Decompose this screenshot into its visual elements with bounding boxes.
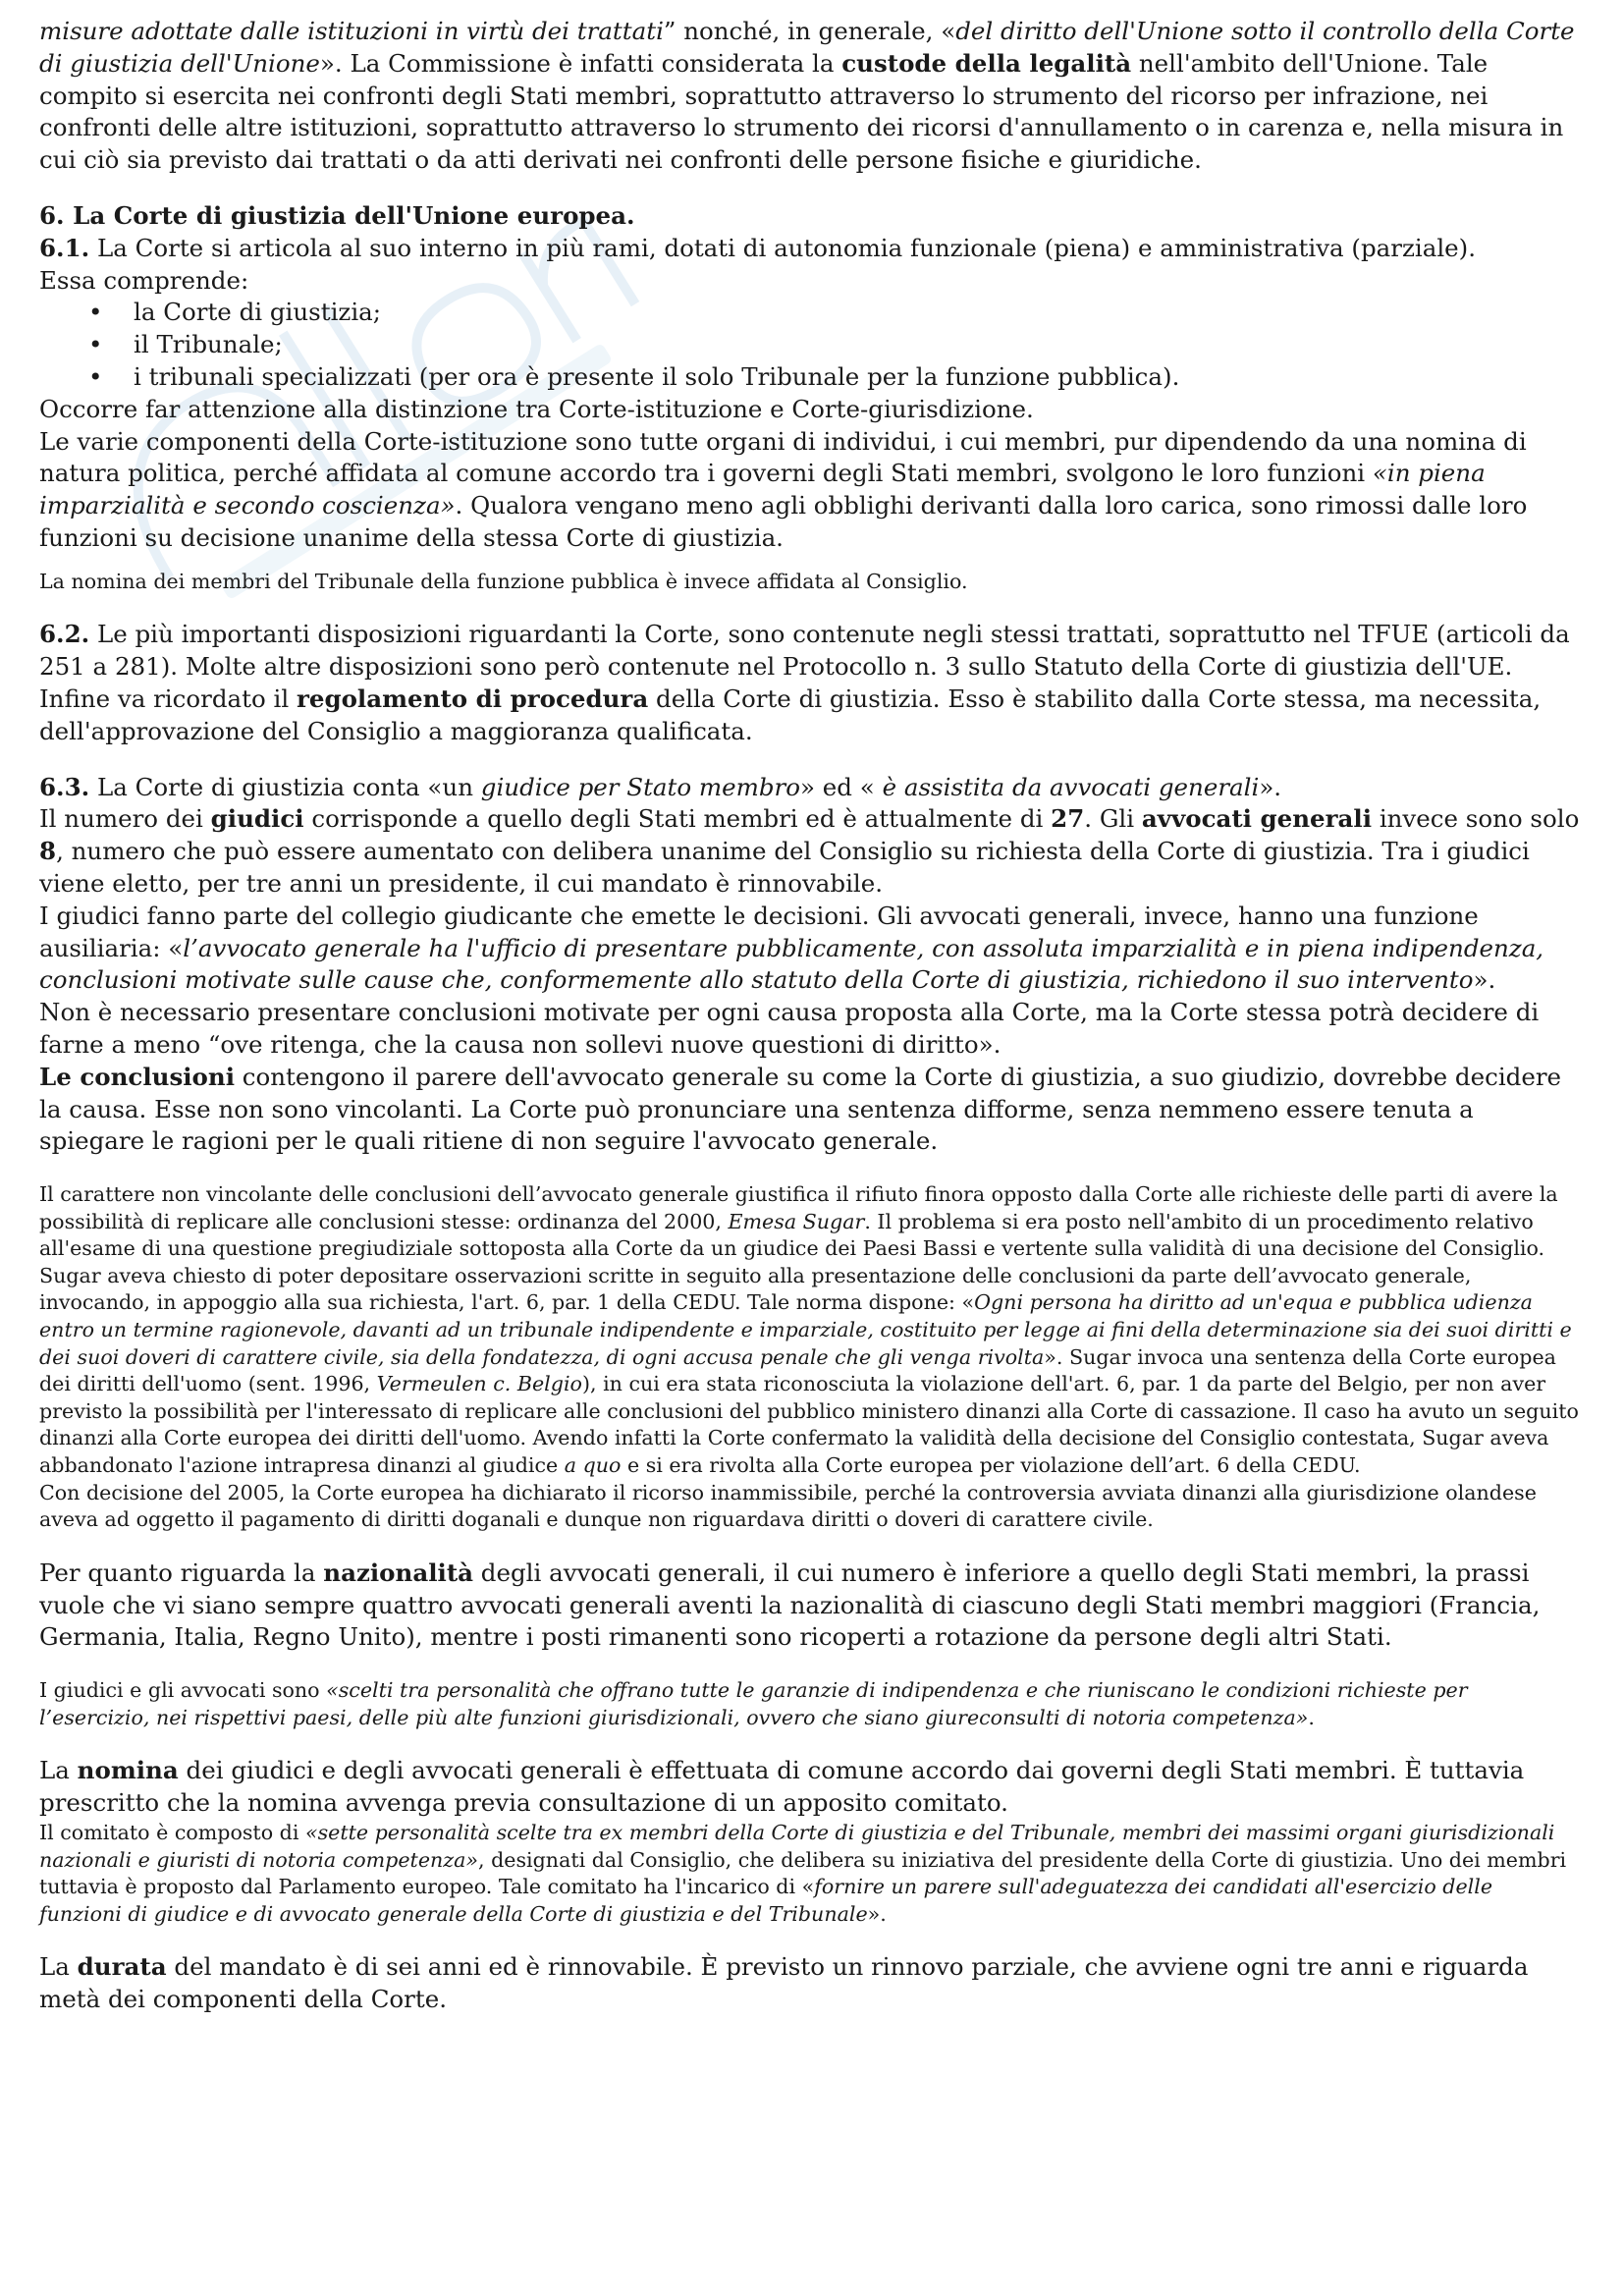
note-scelti: I giudici e gli avvocati sono «scelti tra personalità che offrano tutte le garanzie di indipendenza e che riuniscano le condizioni richieste per l’esercizio, nei rispettivi paesi, delle più alte funzioni giurisdizionali, ovvero che siano giureconsulti di notoria competenza». xyxy=(39,1678,1468,1729)
para-6-1: 6.1. La Corte si articola al suo interno in più rami, dotati di autonomia funzionale (piena) e amministrativa (parziale). xyxy=(39,233,1477,262)
para-comprende: Essa comprende: xyxy=(39,265,249,295)
list-item: • il Tribunale; xyxy=(39,329,1581,361)
para-distinzione: Occorre far attenzione alla distinzione tra Corte-istituzione e Corte-giurisdizione. xyxy=(39,394,1034,423)
para-conclusioni: Le conclusioni contengono il parere dell'avvocato generale su come la Corte di giustizia, a suo giudizio, dovrebbe decidere la causa. Esse non sono vincolanti. La Corte può pronunciare una sentenza difforme, senza nemmeno essere tenuta a spiegare le ragioni per le quali ritiene di non seguire l'avvocato generale. xyxy=(39,1062,1562,1156)
note-comitato: Il comitato è composto di «sette personalità scelte tra ex membri della Corte di giustizia e del Tribunale, membri dei massimi organi giurisdizionali nazionali e giuristi di notoria competenza», designati dal Consiglio, che delibera su iniziativa del presidente della Corte di giustizia. Uno dei membri tuttavia è proposto dal Parlamento europeo. Tale comitato ha l'incarico di «fornire un parere sull'adeguatezza dei candidati all'esercizio delle funzioni di giudice e di avvocato generale della Corte di giustizia e del Tribunale». xyxy=(39,1820,1567,1926)
para-numero-giudici: Il numero dei giudici corrisponde a quello degli Stati membri ed è attualmente di 27. Gli avvocati generali invece sono solo 8, numero che può essere aumentato con delibera unanime del Consiglio su richiesta della Corte di giustizia. Tra i giudici viene eletto, per tre anni un presidente, il cui mandato è rinnovabile. xyxy=(39,804,1580,898)
para-componenti: Le varie componenti della Corte-istituzione sono tutte organi di individui, i cui membri, pur dipendendo da una nomina di natura politica, perché affidata al comune accordo tra i governi degli Stati membri, svolgono le loro funzioni «in piena imparzialità e secondo coscienza». Qualora vengano meno agli obblighi derivanti dalla loro carica, sono rimossi dalle loro funzioni su decisione unanime della stessa Corte di giustizia. xyxy=(39,426,1528,552)
note-emesa-sugar xyxy=(39,1181,1581,1534)
list-item: • la Corte di giustizia; xyxy=(39,297,1581,329)
para-durata: La durata del mandato è di sei anni ed è rinnovabile. È previsto un rinnovo parziale, che avviene ogni tre anni e riguarda metà dei componenti della Corte. xyxy=(39,1952,1529,2014)
para-conclusioni-motivate: Non è necessario presentare conclusioni motivate per ogni causa proposta alla Corte, ma la Corte stessa potrà decidere di farne a meno “ove ritenga, che la causa non sollevi nuove questioni di diritto». xyxy=(39,998,1540,1059)
para-6-2: 6.2. Le più importanti disposizioni riguardanti la Corte, sono contenute negli stessi trattati, soprattutto nel TFUE (articoli da 251 a 281). Molte altre disposizioni sono però contenute nel Protocollo n. 3 sullo Statuto della Corte di giustizia dell'UE. xyxy=(39,620,1570,682)
para-nomina: La nomina dei giudici e degli avvocati generali è effettuata di comune accordo dai governi degli Stati membri. È tuttavia prescritto che la nomina avvenga previa consultazione di un apposito comitato. xyxy=(39,1756,1525,1818)
note-emesa-sugar-text: Il carattere non vincolante delle conclusioni dell’avvocato generale giustifica il rifiuto finora opposto dalla Corte alle richieste delle parti di avere la possibilità di replicare alle conclusioni stesse: ordinanza del 2000, Emesa Sugar. Il problema si era posto nell'ambito di un procedimento relativo all'esame di una questione pregiudiziale sottoposta alla Corte da un giudice dei Paesi Bassi e vertente sulla validità di una decisione del Consiglio. Sugar aveva chiesto di poter depositare osservazioni scritte in seguito alla presentazione delle conclusioni da parte dell’avvocato generale, invocando, in appoggio alla sua richiesta, l'art. 6, par. 1 della CEDU. Tale norma dispone: «Ogni persona ha diritto ad un'equa e pubblica udienza entro un termine ragionevole, davanti ad un tribunale indipendente e imparziale, costituito per legge ai fini della determinazione sia dei suoi diritti e dei suoi doveri di carattere civile, sia della fondatezza, di ogni accusa penale che gli venga rivolta». Sugar invoca una sentenza della Corte europea dei diritti dell'uomo (sent. 1996, Vermeulen c. Belgio), in cui era stata riconosciuta la violazione dell'art. 6, par. 1 da parte del Belgio, per non aver previsto la possibilità per l'interessato di replicare alle conclusioni del pubblico ministero dinanzi alla Corte di cassazione. Il caso ha avuto un seguito dinanzi alla Corte europea dei diritti dell'uomo. Avendo infatti la Corte confermato la validità della decisione del Consiglio contestata, Sugar aveva abbandonato l'azione intrapresa dinanzi al giudice a quo e si era rivolta alla Corte europea per violazione dell’art. 6 della CEDU. xyxy=(39,1182,1579,1478)
intro-paragraph: misure adottate dalle istituzioni in virtù dei trattati” nonché, in generale, «del diritto dell'Unione sotto il controllo della Corte di giustizia dell'Unione». La Commissione è infatti considerata la custode della legalità nell'ambito dell'Unione. Tale compito si esercita nei confronti degli Stati membri, soprattutto attraverso lo strumento del ricorso per infrazione, nei confronti delle altre istituzioni, soprattutto attraverso lo strumento dei ricorsi d'annullamento o in carenza e, nella misura in cui ciò sia previsto dai trattati o da atti derivati nei confronti delle persone fisiche e giuridiche. xyxy=(39,17,1575,175)
bullet-list xyxy=(39,297,1581,393)
para-6-3: 6.3. La Corte di giustizia conta «un giudice per Stato membro» ed « è assistita da avvocati generali». xyxy=(39,772,1282,801)
para-nazionalita: Per quanto riguarda la nazionalità degli avvocati generali, il cui numero è inferiore a quello degli Stati membri, la prassi vuole che vi siano sempre quattro avvocati generali aventi la nazionalità di ciascuno degli Stati membri maggiori (Francia, Germania, Italia, Regno Unito), mentre i posti rimanenti sono ricoperti a rotazione da persone degli altri Stati. xyxy=(39,1558,1541,1652)
section-heading: 6. La Corte di giustizia dell'Unione europea. xyxy=(39,200,635,230)
note-decisione-2005: Con decisione del 2005, la Corte europea ha dichiarato il ricorso inammissibile, perché la controversia avviata dinanzi alla giurisdizione olandese aveva ad oggetto il pagamento di diritti doganali e dunque non riguardava diritti o doveri di carattere civile. xyxy=(39,1480,1537,1532)
list-item: • i tribunali specializzati (per ora è presente il solo Tribunale per la funzione pubblica). xyxy=(39,361,1581,394)
para-collegio: I giudici fanno parte del collegio giudicante che emette le decisioni. Gli avvocati generali, invece, hanno una funzione ausiliaria: «l’avvocato generale ha l'ufficio di presentare pubblicamente, con assoluta imparzialità e in piena indipendenza, conclusioni motivate sulle cause che, conformemente allo statuto della Corte di giustizia, richiedono il suo intervento». xyxy=(39,901,1544,995)
para-regolamento: Infine va ricordato il regolamento di procedura della Corte di giustizia. Esso è stabilito dalla Corte stessa, ma necessita, dell'approvazione del Consiglio a maggioranza qualificata. xyxy=(39,683,1542,745)
note-tribunale: La nomina dei membri del Tribunale della funzione pubblica è invece affidata al Consiglio. xyxy=(39,569,968,593)
